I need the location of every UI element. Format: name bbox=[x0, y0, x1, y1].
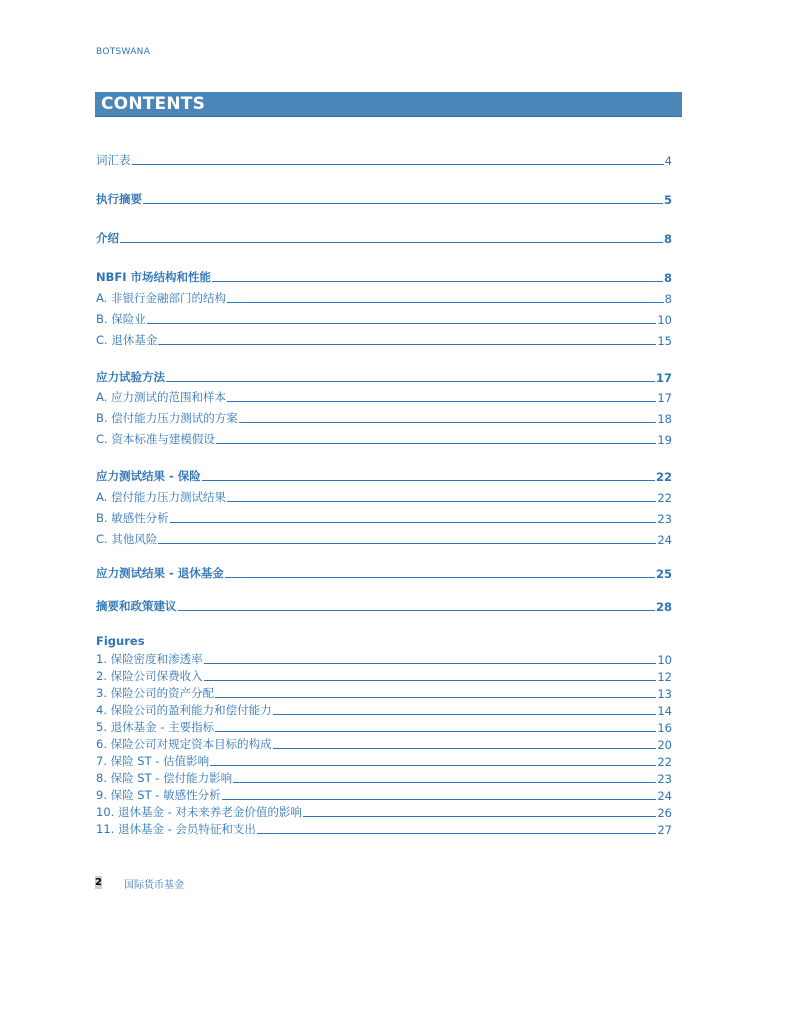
toc-leader-line bbox=[227, 401, 656, 402]
toc-leader-line bbox=[204, 680, 657, 681]
figure-entry-label: 7. 保险 ST - 估值影响 bbox=[96, 754, 210, 768]
toc-entry-label: 应力测试结果 - 退休基金 bbox=[96, 566, 224, 580]
toc-entry-label: B. 敏感性分析 bbox=[96, 511, 169, 525]
toc-entry-page: 8 bbox=[664, 292, 672, 306]
toc-leader-line bbox=[170, 522, 657, 523]
toc-entry-label: A. 非银行金融部门的结构 bbox=[96, 291, 226, 305]
figure-entry-label: 4. 保险公司的盈利能力和偿付能力 bbox=[96, 703, 272, 717]
toc-entry-introduction[interactable] bbox=[96, 230, 672, 246]
toc-entry-page: 17 bbox=[657, 391, 672, 405]
toc-leader-line bbox=[233, 782, 656, 783]
figure-entry-page: 23 bbox=[657, 772, 672, 786]
figure-entry-page: 16 bbox=[657, 721, 672, 735]
toc-entry-label: 介绍 bbox=[96, 231, 119, 245]
toc-entry-summary-policy[interactable] bbox=[96, 598, 672, 614]
toc-entry-sensitivity[interactable] bbox=[96, 510, 672, 526]
toc-leader-line bbox=[120, 242, 663, 243]
toc-entry-insurance[interactable] bbox=[96, 311, 672, 327]
running-header-country: BOTSWANA bbox=[96, 47, 151, 57]
figure-entry[interactable] bbox=[96, 770, 672, 786]
toc-entry-results-insurance[interactable] bbox=[96, 468, 672, 484]
figure-entry-label: 1. 保险密度和渗透率 bbox=[96, 652, 203, 666]
contents-title: CONTENTS bbox=[101, 94, 206, 114]
toc-leader-line bbox=[202, 480, 655, 481]
toc-leader-line bbox=[227, 501, 656, 502]
toc-entry-label: 执行摘要 bbox=[96, 192, 142, 206]
toc-leader-line bbox=[257, 833, 656, 834]
toc-entry-label: NBFI 市场结构和性能 bbox=[96, 270, 212, 284]
toc-entry-page: 19 bbox=[657, 433, 672, 447]
figure-entry-page: 26 bbox=[657, 806, 672, 820]
toc-entry-page: 23 bbox=[657, 512, 672, 526]
toc-leader-line bbox=[215, 697, 656, 698]
toc-entry-label: 词汇表 bbox=[96, 153, 131, 167]
toc-entry-label: 摘要和政策建议 bbox=[96, 599, 177, 613]
toc-entry-label: B. 偿付能力压力测试的方案 bbox=[96, 411, 238, 425]
toc-entry-stress-test-method[interactable] bbox=[96, 369, 672, 385]
toc-leader-line bbox=[210, 765, 656, 766]
figure-entry-label: 6. 保险公司对规定资本目标的构成 bbox=[96, 737, 272, 751]
toc-leader-line bbox=[158, 344, 656, 345]
figure-entry-page: 27 bbox=[657, 823, 672, 837]
toc-leader-line bbox=[216, 443, 657, 444]
toc-entry-solvency-results[interactable] bbox=[96, 489, 672, 505]
toc-leader-line bbox=[303, 816, 656, 817]
toc-entry-page: 8 bbox=[663, 271, 672, 285]
toc-entry-label: 应力测试结果 - 保险 bbox=[96, 469, 201, 483]
toc-entry-label: C. 资本标准与建模假设 bbox=[96, 432, 215, 446]
toc-leader-line bbox=[204, 663, 657, 664]
figure-entry-page: 13 bbox=[657, 687, 672, 701]
figure-entry[interactable] bbox=[96, 685, 672, 701]
toc-leader-line bbox=[273, 748, 657, 749]
figure-entry-page: 20 bbox=[657, 738, 672, 752]
toc-entry-nbfi-structure[interactable] bbox=[96, 290, 672, 306]
toc-leader-line bbox=[225, 577, 655, 578]
toc-leader-line bbox=[143, 203, 663, 204]
figure-entry-label: 9. 保险 ST - 敏感性分析 bbox=[96, 788, 221, 802]
figure-entry[interactable] bbox=[96, 753, 672, 769]
figure-entry[interactable] bbox=[96, 719, 672, 735]
toc-leader-line bbox=[178, 610, 655, 611]
toc-entry-label: 应力试验方法 bbox=[96, 370, 165, 384]
toc-entry-page: 22 bbox=[655, 470, 672, 484]
toc-entry-capital-standards[interactable] bbox=[96, 431, 672, 447]
toc-entry-page: 18 bbox=[657, 412, 672, 426]
figure-entry-label: 5. 退休基金 - 主要指标 bbox=[96, 720, 215, 734]
toc-entry-page: 22 bbox=[657, 491, 672, 505]
toc-entry-retirement-funds[interactable] bbox=[96, 332, 672, 348]
toc-entry-page: 4 bbox=[664, 154, 672, 168]
figure-entry-label: 11. 退休基金 - 会员特征和支出 bbox=[96, 822, 256, 836]
figure-entry[interactable] bbox=[96, 651, 672, 667]
figure-entry-page: 22 bbox=[657, 755, 672, 769]
toc-entry-page: 24 bbox=[657, 533, 672, 547]
figure-entry[interactable] bbox=[96, 787, 672, 803]
figure-entry[interactable] bbox=[96, 702, 672, 718]
figure-entry-page: 24 bbox=[657, 789, 672, 803]
toc-leader-line bbox=[222, 799, 657, 800]
toc-entry-solvency-scenarios[interactable] bbox=[96, 410, 672, 426]
figure-entry[interactable] bbox=[96, 668, 672, 684]
toc-leader-line bbox=[215, 731, 656, 732]
figure-entry-label: 3. 保险公司的资产分配 bbox=[96, 686, 215, 700]
footer-organization: 国际货币基金 bbox=[124, 880, 184, 891]
figure-entry[interactable] bbox=[96, 804, 672, 820]
toc-leader-line bbox=[273, 714, 657, 715]
toc-leader-line bbox=[212, 281, 663, 282]
toc-leader-line bbox=[227, 302, 664, 303]
toc-entry-label: A. 偿付能力压力测试结果 bbox=[96, 490, 226, 504]
toc-entry-label: A. 应力测试的范围和样本 bbox=[96, 390, 226, 404]
toc-leader-line bbox=[147, 323, 657, 324]
toc-entry-glossary[interactable] bbox=[96, 152, 672, 168]
figure-entry-page: 14 bbox=[657, 704, 672, 718]
footer-page-number: 2 bbox=[95, 877, 102, 888]
toc-leader-line bbox=[158, 543, 656, 544]
toc-entry-label: B. 保险业 bbox=[96, 312, 146, 326]
toc-entry-page: 15 bbox=[657, 334, 672, 348]
figure-entry-label: 10. 退休基金 - 对未来养老金价值的影响 bbox=[96, 805, 302, 819]
toc-entry-results-retirement[interactable] bbox=[96, 565, 672, 581]
toc-entry-page: 8 bbox=[663, 232, 672, 246]
toc-leader-line bbox=[239, 422, 657, 423]
figures-heading: Figures bbox=[96, 634, 145, 648]
toc-entry-nbfi-market[interactable] bbox=[96, 269, 672, 285]
figure-entry[interactable] bbox=[96, 736, 672, 752]
toc-entry-scope-sample[interactable] bbox=[96, 389, 672, 405]
figure-entry[interactable] bbox=[96, 821, 672, 837]
figure-entry-page: 12 bbox=[657, 670, 672, 684]
toc-entry-page: 17 bbox=[655, 371, 672, 385]
toc-leader-line bbox=[166, 381, 655, 382]
toc-entry-label: C. 退休基金 bbox=[96, 333, 158, 347]
toc-entry-other-risks[interactable] bbox=[96, 531, 672, 547]
toc-entry-page: 10 bbox=[657, 313, 672, 327]
figure-entry-label: 8. 保险 ST - 偿付能力影响 bbox=[96, 771, 233, 785]
figure-entry-page: 10 bbox=[657, 653, 672, 667]
toc-entry-page: 25 bbox=[655, 567, 672, 581]
toc-leader-line bbox=[132, 164, 664, 165]
figure-entry-label: 2. 保险公司保费收入 bbox=[96, 669, 203, 683]
toc-entry-executive-summary[interactable] bbox=[96, 191, 672, 207]
toc-entry-label: C. 其他风险 bbox=[96, 532, 158, 546]
toc-entry-page: 5 bbox=[663, 193, 672, 207]
contents-banner bbox=[95, 92, 682, 117]
toc-entry-page: 28 bbox=[655, 600, 672, 614]
